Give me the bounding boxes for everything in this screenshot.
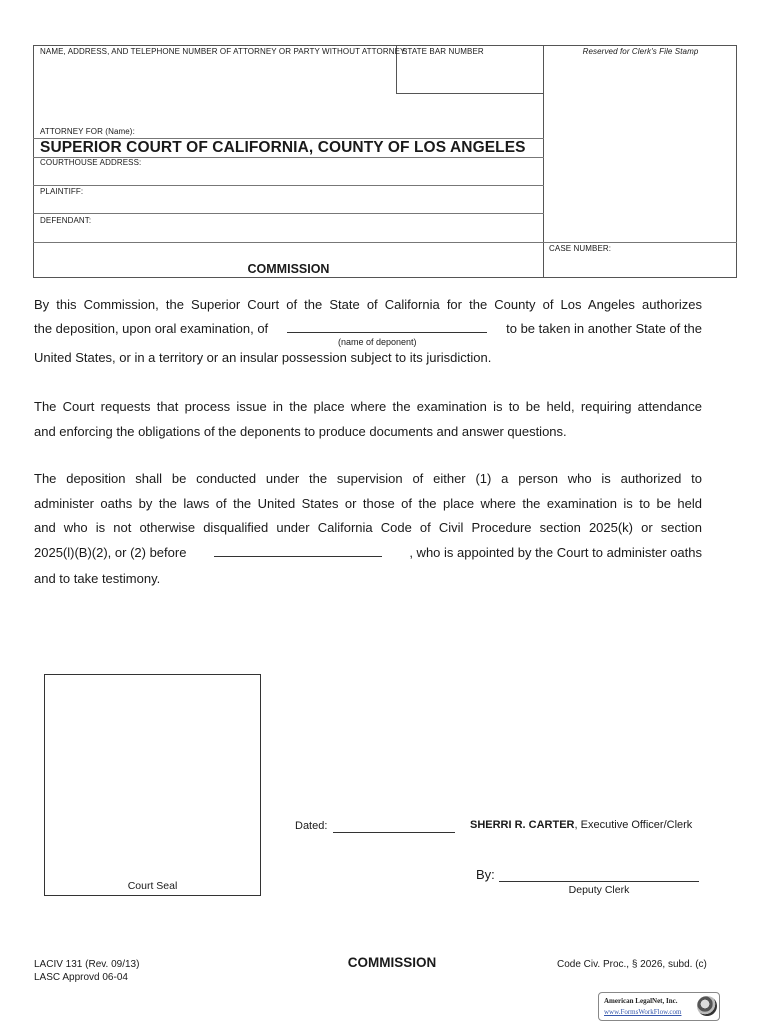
court-seal-box <box>44 674 261 896</box>
clerk-name: SHERRI R. CARTER <box>470 819 575 831</box>
court-seal-label: Court Seal <box>127 880 178 892</box>
state-bar-label: STATE BAR NUMBER <box>402 47 484 56</box>
appointed-text: , who is appointed by the Court to administer oaths <box>409 545 702 560</box>
defendant-label: DEFENDANT: <box>40 216 92 225</box>
logo-website[interactable]: www.FormsWorkFlow.com <box>604 1008 682 1016</box>
clerk-title: , Executive Officer/Clerk <box>574 819 693 831</box>
clerk-signature-line <box>470 819 692 831</box>
deputy-clerk-label: Deputy Clerk <box>568 884 630 896</box>
paragraph-3-line-2: administer oaths by the laws of the United States or those of the place where the examination is to be held <box>34 496 702 511</box>
paragraph-3-line-3: and who is not otherwise disqualified under California Code of Civil Procedure section 2025(k) or section <box>34 520 702 535</box>
courthouse-label: COURTHOUSE ADDRESS: <box>40 158 142 167</box>
court-title: SUPERIOR COURT OF CALIFORNIA, COUNTY OF LOS ANGELES <box>40 139 526 156</box>
paragraph-3-line-4 <box>34 540 702 565</box>
paragraph-3-line-1: The deposition shall be conducted under the supervision of either (1) a person who is authorized to <box>34 471 702 486</box>
dated-label: Dated: <box>295 820 328 832</box>
paragraph-1-line-1: By this Commission, the Superior Court of the State of California for the County of Los Angeles authorizes <box>34 297 702 312</box>
dated-blank[interactable] <box>333 820 455 833</box>
paragraph-2-line-2: and enforcing the obligations of the deponents to produce documents and answer questions. <box>34 424 567 439</box>
american-legalnet-logo <box>598 992 720 1021</box>
paragraph-1-line-3: United States, or in a territory or an insular possession subject to its jurisdiction. <box>34 350 492 365</box>
clerk-stamp-label: Reserved for Clerk's File Stamp <box>582 47 699 56</box>
code-citation: Code Civ. Proc., § 2026, subd. (c) <box>557 959 707 970</box>
plaintiff-label: PLAINTIFF: <box>40 187 84 196</box>
globe-icon <box>697 996 717 1016</box>
attorney-for-label: ATTORNEY FOR (Name): <box>40 127 135 136</box>
deponent-name-blank[interactable] <box>287 320 487 333</box>
section-text: 2025(l)(B)(2), or (2) before <box>34 545 187 560</box>
defendant-rule <box>33 242 737 243</box>
logo-company-name: American LegalNet, Inc. <box>604 997 678 1005</box>
paragraph-2-line-1: The Court requests that process issue in the place where the examination is to be held, requiring attendance <box>34 399 702 414</box>
form-title: COMMISSION <box>247 262 330 276</box>
deposition-text: the deposition, upon oral examination, of <box>34 321 269 336</box>
paragraph-3-line-5: and to take testimony. <box>34 571 161 586</box>
plaintiff-rule <box>33 213 544 214</box>
officer-name-blank[interactable] <box>214 544 382 557</box>
attorney-label: NAME, ADDRESS, AND TELEPHONE NUMBER OF ATTORNEY OR PARTY WITHOUT ATTORNEY: <box>40 47 408 56</box>
approval-date: LASC Approvd 06-04 <box>34 972 128 983</box>
deputy-signature-blank[interactable] <box>499 868 699 882</box>
another-state-text: to be taken in another State of the <box>506 321 702 336</box>
footer-title: COMMISSION <box>347 955 437 970</box>
case-number-label: CASE NUMBER: <box>549 244 612 253</box>
courthouse-rule <box>33 185 544 186</box>
by-label: By: <box>476 867 495 882</box>
deponent-caption: (name of deponent) <box>338 337 417 347</box>
form-number: LACIV 131 (Rev. 09/13) <box>34 959 140 970</box>
